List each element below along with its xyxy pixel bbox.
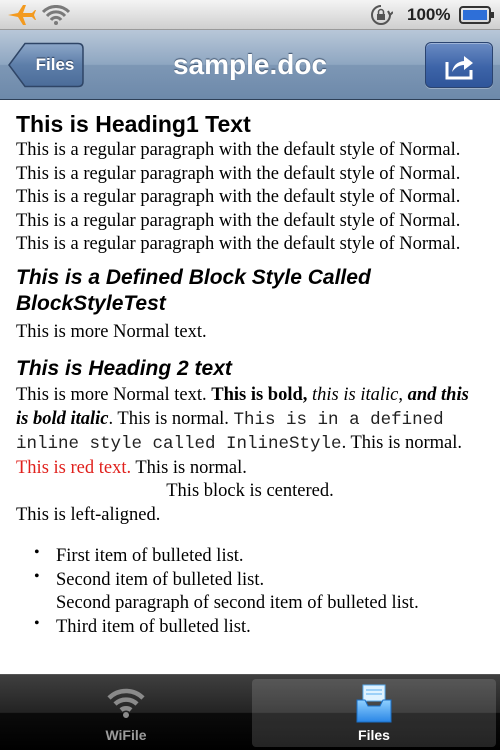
comma-run: , [398, 385, 408, 405]
battery-icon [459, 6, 495, 29]
wifi-icon [106, 683, 146, 726]
mixed-style-paragraph [16, 384, 484, 480]
normal-paragraph: This is a regular paragraph with the default style of Normal. This is a regular paragraph with the default style of Normal. This is a regular paragraph with the default style of Normal. This is a regular paragraph with the default style of Normal. This is a regular paragraph with the default style of Normal. [16, 140, 461, 254]
bullet-icon: • [34, 544, 40, 561]
share-icon [445, 52, 475, 80]
tab-label: Files [358, 727, 390, 743]
tab-files[interactable] [252, 679, 496, 747]
file-tray-icon [354, 683, 394, 730]
tab-wifile[interactable] [4, 679, 248, 747]
back-button[interactable] [8, 42, 84, 88]
bullet-icon: • [34, 567, 40, 585]
bulleted-list [16, 545, 484, 639]
page-title: sample.doc [172, 49, 328, 80]
tab-label: WiFile [105, 727, 147, 743]
normal-text: This is more Normal text. [16, 321, 207, 342]
wifi-signal-icon [42, 5, 70, 30]
red-text-run: This is red text. [16, 457, 132, 478]
battery-percent: 100% [407, 5, 451, 24]
normal-run: . This is normal. [341, 433, 462, 453]
list-item-continuation: Second paragraph of second item of bulleted list. [56, 593, 419, 613]
italic-run: this is italic [312, 385, 399, 405]
block-style-text: This is a Defined Block Style Called BlockStyleTest [16, 265, 371, 315]
back-button-label: Files [35, 55, 75, 74]
list-item: • Third item of bulleted list. [34, 616, 484, 640]
status-bar [0, 0, 500, 30]
heading-2: This is Heading 2 text [16, 357, 232, 380]
left-aligned-text: This is left-aligned. [16, 504, 161, 525]
navigation-bar [0, 30, 500, 100]
share-button[interactable] [425, 42, 493, 88]
bold-run: This is bold, [211, 385, 308, 405]
normal-run: This is normal. [131, 457, 247, 478]
list-item: • First item of bulleted list. [34, 545, 484, 569]
tab-bar [0, 674, 500, 750]
inline-style-run: This is in a defined inline style called InlineStyle [16, 409, 444, 454]
document-content[interactable] [0, 101, 500, 674]
rotation-lock-icon [369, 4, 393, 31]
normal-run: This is more Normal text. [16, 385, 212, 405]
normal-run: . This is normal. [108, 408, 234, 429]
airplane-mode-icon [6, 4, 36, 31]
heading-1: This is Heading1 Text [16, 111, 251, 137]
bullet-icon: • [34, 614, 40, 632]
list-item: • Second item of bulleted list. [34, 569, 484, 593]
bold-italic-run: and this is bold italic [16, 385, 469, 429]
centered-text: This block is centered. [166, 481, 334, 501]
